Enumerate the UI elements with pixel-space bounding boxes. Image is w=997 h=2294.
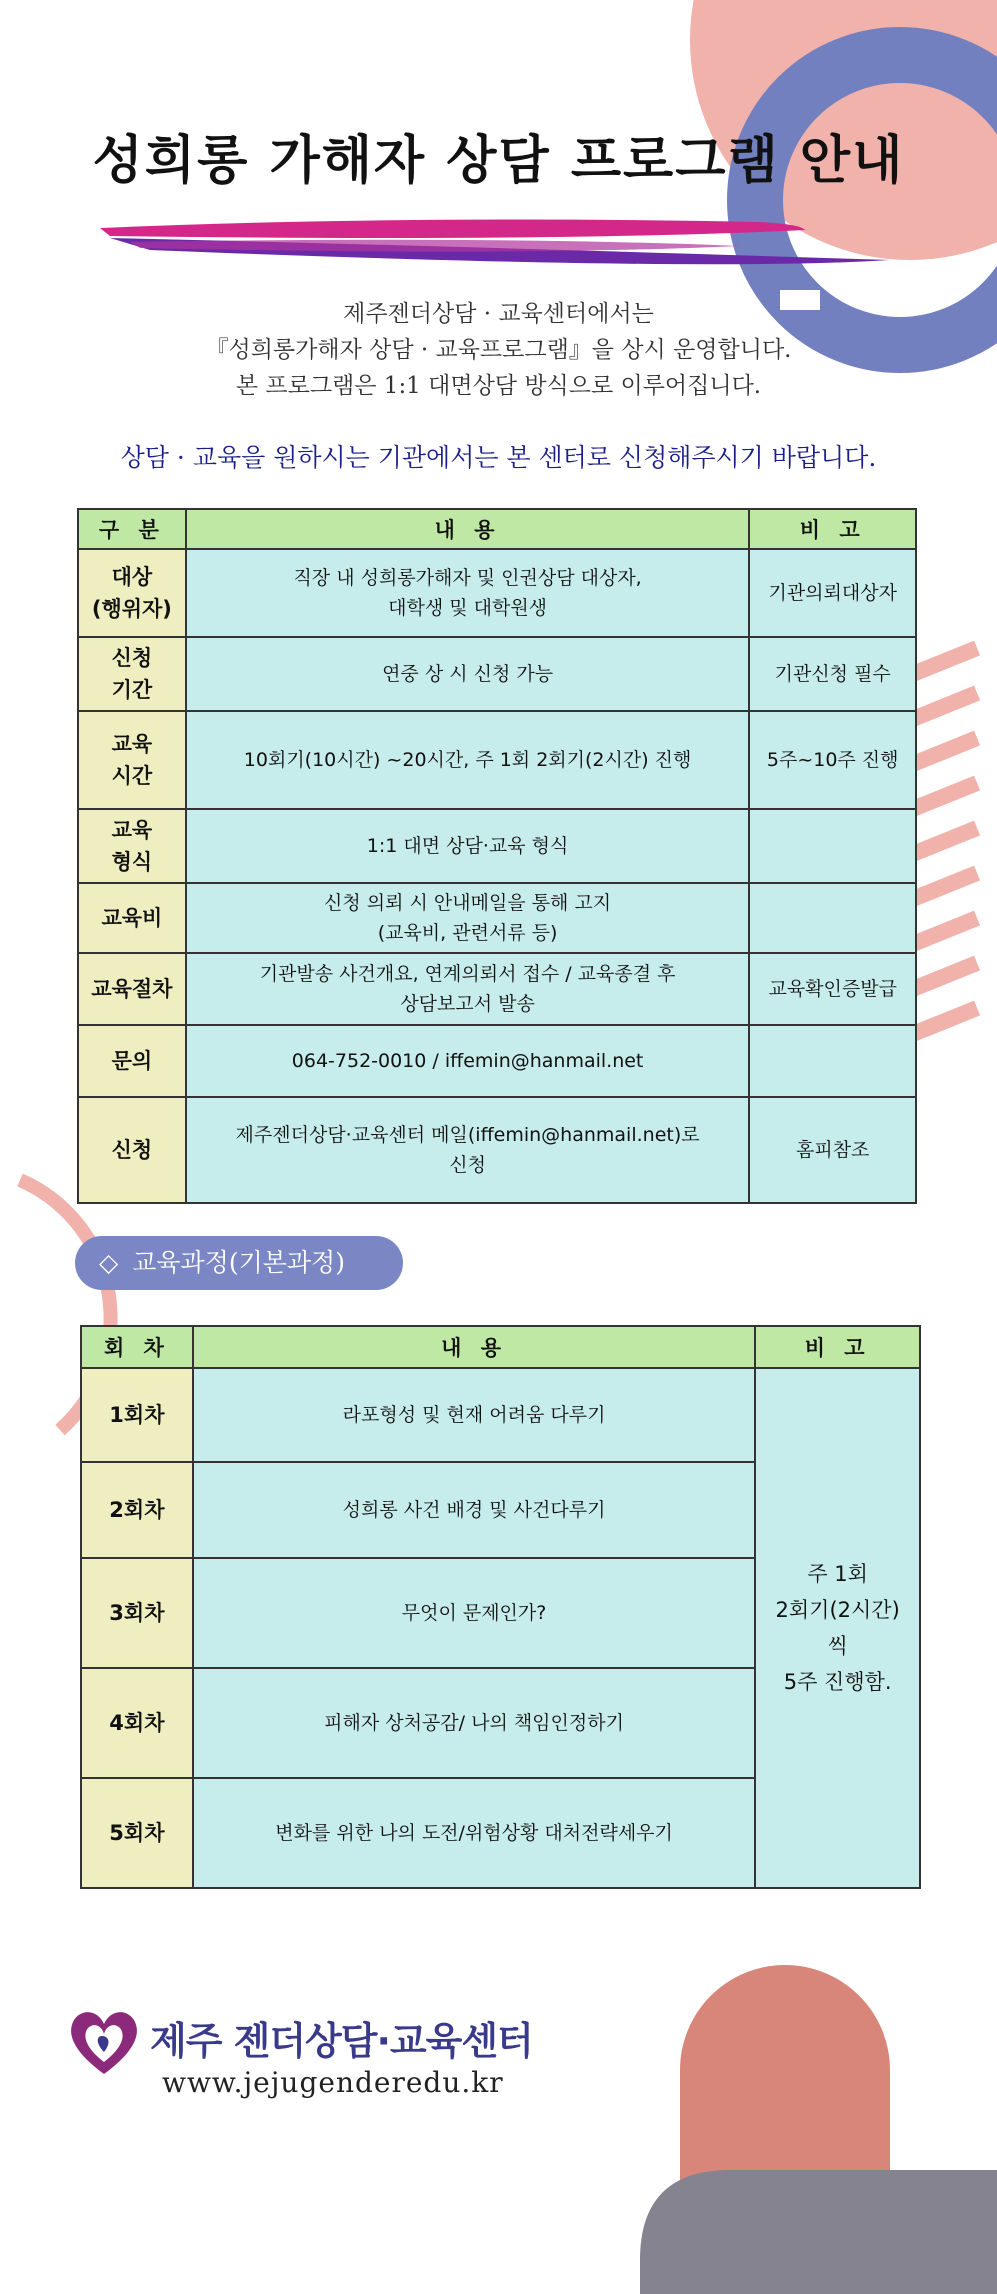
info-table xyxy=(77,508,917,1204)
row-content: 무엇이 문제인가? xyxy=(193,1558,756,1668)
row-note xyxy=(749,883,916,953)
table-row xyxy=(78,1097,916,1203)
row-content: 신청 의뢰 시 안내메일을 통해 고지 (교육비, 관련서류 등) xyxy=(186,883,750,953)
row-content: 직장 내 성희롱가해자 및 인권상담 대상자, 대학생 및 대학원생 xyxy=(186,549,750,637)
table-row xyxy=(81,1368,920,1462)
table-header-note: 비 고 xyxy=(755,1326,920,1368)
row-content: 10회기(10시간) ~20시간, 주 1회 2회기(2시간) 진행 xyxy=(186,711,750,809)
course-table xyxy=(80,1325,921,1889)
row-content: 변화를 위한 나의 도전/위험상황 대처전략세우기 xyxy=(193,1778,756,1888)
row-session: 2회차 xyxy=(81,1462,193,1558)
intro-text xyxy=(0,296,997,404)
row-session: 4회차 xyxy=(81,1668,193,1778)
org-url: www.jejugenderedu.kr xyxy=(162,2066,504,2099)
row-content: 기관발송 사건개요, 연계의뢰서 접수 / 교육종결 후 상담보고서 발송 xyxy=(186,953,750,1025)
row-content: 라포형성 및 현재 어려움 다루기 xyxy=(193,1368,756,1462)
table-header-content: 내 용 xyxy=(186,509,750,549)
row-content: 성희롱 사건 배경 및 사건다루기 xyxy=(193,1462,756,1558)
row-category: 교육 형식 xyxy=(78,809,186,883)
row-category: 대상 (행위자) xyxy=(78,549,186,637)
row-note: 홈피참조 xyxy=(749,1097,916,1203)
table-row xyxy=(78,809,916,883)
row-note xyxy=(749,809,916,883)
heart-swirl-logo-icon xyxy=(64,2002,144,2082)
row-content: 1:1 대면 상담·교육 형식 xyxy=(186,809,750,883)
intro-line: 제주젠더상담 · 교육센터에서는 xyxy=(343,301,654,327)
row-note xyxy=(749,1025,916,1097)
row-session: 5회차 xyxy=(81,1778,193,1888)
row-category: 문의 xyxy=(78,1025,186,1097)
row-content: 제주젠더상담·교육센터 메일(iffemin@hanmail.net)로 신청 xyxy=(186,1097,750,1203)
course-section-label xyxy=(75,1236,403,1290)
table-row xyxy=(78,953,916,1025)
row-content: 피해자 상처공감/ 나의 책임인정하기 xyxy=(193,1668,756,1778)
org-name: 제주 젠더상담·교육센터 xyxy=(150,2019,533,2063)
table-row xyxy=(78,711,916,809)
page-title: 성희롱 가해자 상담 프로그램 안내 xyxy=(92,130,905,191)
table-header-content: 내 용 xyxy=(193,1326,756,1368)
row-session: 3회차 xyxy=(81,1558,193,1668)
diamond-outline-icon: ◇ xyxy=(99,1248,119,1277)
row-category: 교육절차 xyxy=(78,953,186,1025)
request-line: 상담 · 교육을 원하시는 기관에서는 본 센터로 신청해주시기 바랍니다. xyxy=(120,443,877,472)
row-note: 기관신청 필수 xyxy=(749,637,916,711)
row-note: 기관의뢰대상자 xyxy=(749,549,916,637)
table-header-note: 비 고 xyxy=(749,509,916,549)
table-row xyxy=(78,549,916,637)
row-category: 교육 시간 xyxy=(78,711,186,809)
course-note: 주 1회 2회기(2시간) 씩 5주 진행함. xyxy=(755,1368,920,1888)
table-row xyxy=(78,637,916,711)
table-row xyxy=(78,1025,916,1097)
row-category: 신청 xyxy=(78,1097,186,1203)
table-header-category: 구 분 xyxy=(78,509,186,549)
row-category: 교육비 xyxy=(78,883,186,953)
row-content: 연중 상 시 신청 가능 xyxy=(186,637,750,711)
table-header-session: 회 차 xyxy=(81,1326,193,1368)
course-section-text: 교육과정(기본과정) xyxy=(132,1248,345,1277)
row-note: 5주~10주 진행 xyxy=(749,711,916,809)
intro-line: 『성희롱가해자 상담 · 교육프로그램』을 상시 운영합니다. xyxy=(205,337,792,363)
row-content: 064-752-0010 / iffemin@hanmail.net xyxy=(186,1025,750,1097)
table-row xyxy=(78,883,916,953)
row-session: 1회차 xyxy=(81,1368,193,1462)
row-note: 교육확인증발급 xyxy=(749,953,916,1025)
row-category: 신청 기간 xyxy=(78,637,186,711)
intro-line: 본 프로그램은 1:1 대면상담 방식으로 이루어집니다. xyxy=(235,373,762,399)
